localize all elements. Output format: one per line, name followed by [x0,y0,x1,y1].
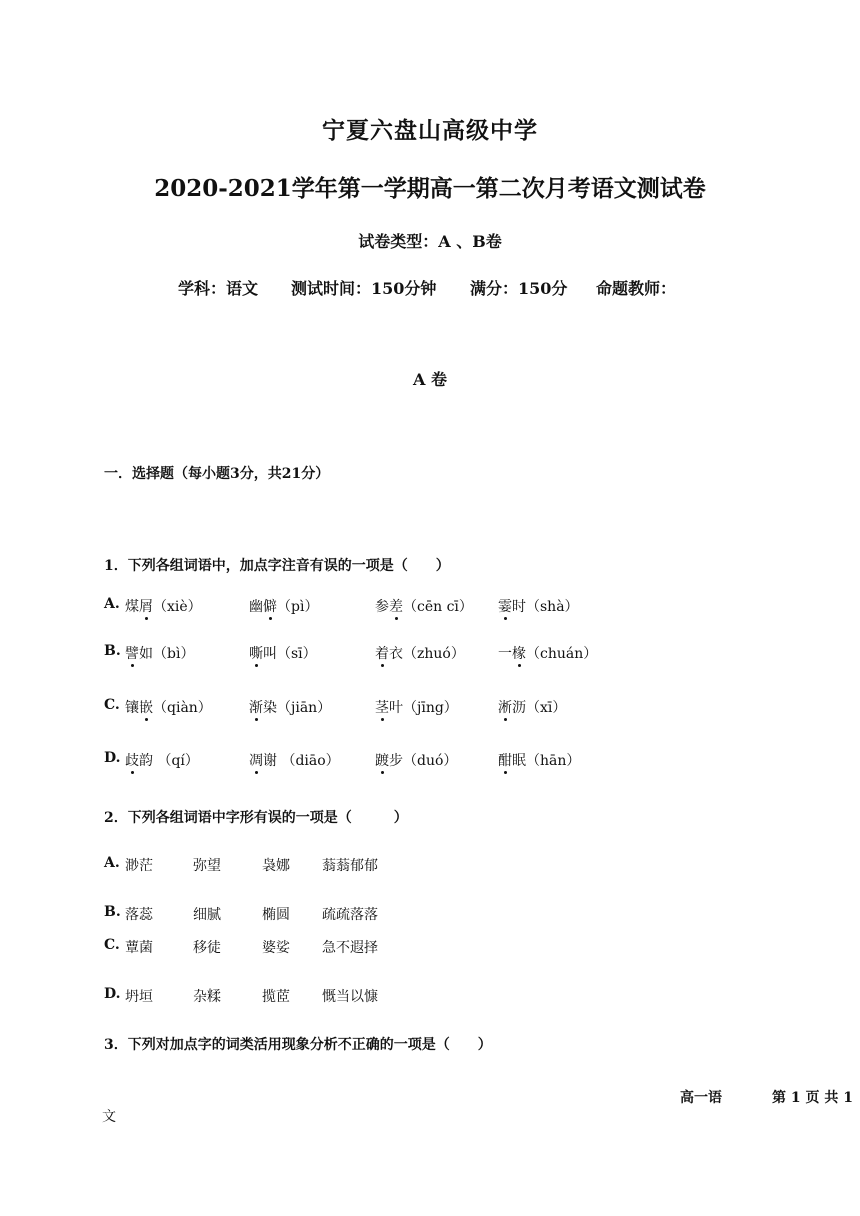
dotted-character: 茎 [375,697,389,717]
dotted-character: 差 [389,596,403,616]
option-word: 蕈菌 [125,940,153,956]
option-label: A. [104,855,120,871]
option-word: 椭圆 [262,907,290,923]
dotted-character: 嵌 [139,697,153,717]
option-label: B. [104,643,121,659]
question-1-option-b [0,643,860,667]
option-word: 蓊蓊郁郁 [322,858,378,874]
dotted-character: 椽 [512,643,526,663]
question-2-option-d [0,986,860,1010]
option-word: 弥望 [193,858,221,874]
option-word: 茎叶（jīng） [375,697,458,717]
dotted-character: 譬 [125,643,139,663]
exam-title: 2020-2021学年第一学期高一第二次月考语文测试卷 [154,175,706,202]
option-word: 渺茫 [125,858,153,874]
question-3-stem: 3．下列对加点字的词类活用现象分析不正确的一项是（ ） [104,1037,492,1053]
dotted-character: 踱 [375,750,389,770]
option-word: 移徒 [193,940,221,956]
dotted-character: 着 [375,643,389,663]
option-word: 急不遐择 [322,940,378,956]
option-word: 坍垣 [125,989,153,1005]
option-label: B. [104,904,121,920]
dotted-character: 渐 [249,697,263,717]
dotted-character: 凋 [249,750,263,770]
full-score-label: 满分：150分 [470,279,568,298]
footer-page-number: 第 1 页 共 1 [772,1090,853,1106]
question-1-stem: 1．下列各组词语中，加点字注音有误的一项是（ ） [104,558,450,574]
option-word: 着衣（zhuó） [375,643,465,663]
option-word: 镶嵌（qiàn） [125,697,212,717]
test-time-label: 测试时间：150分钟 [291,279,437,298]
school-name: 宁夏六盘山高级中学 [322,117,538,144]
question-2-stem: 2．下列各组词语中字形有误的一项是（ ） [104,810,408,826]
option-word: 霎时（shà） [498,596,579,616]
dotted-character: 僻 [263,596,277,616]
dotted-character: 霎 [498,596,512,616]
exam-meta-line [0,276,860,300]
option-word: 煤屑（xiè） [125,596,202,616]
teacher-label: 命题教师： [596,279,677,298]
question-1-option-d [0,750,860,774]
subject-label: 学科：语文 [178,279,259,298]
option-label: A. [104,596,120,612]
section-a-title: A 卷 [413,370,447,389]
option-word: 细腻 [193,907,221,923]
option-word: 慨当以慷 [322,989,378,1005]
option-word: 凋谢 （diāo） [249,750,340,770]
question-1-option-c [0,697,860,721]
question-2-option-a [0,855,860,879]
paper-type: 试卷类型：A 、B卷 [358,232,502,251]
option-word: 踱步（duó） [375,750,457,770]
option-word: 杂糅 [193,989,221,1005]
dotted-character: 屑 [139,596,153,616]
option-word: 落蕊 [125,907,153,923]
option-word: 一椽（chuán） [498,643,597,663]
option-label: D. [104,750,121,766]
option-word: 酣眠（hān） [498,750,580,770]
dotted-character: 嘶 [249,643,263,663]
option-label: C. [104,937,120,953]
option-word: 渐染（jiān） [249,697,331,717]
option-word: 婆娑 [262,940,290,956]
option-word: 袅娜 [262,858,290,874]
dotted-character: 酣 [498,750,512,770]
option-word: 嘶叫（sī） [249,643,317,663]
dotted-character: 淅 [498,697,512,717]
question-1-option-a [0,596,860,620]
part1-heading: 一．选择题（每小题3分，共21分） [104,466,330,482]
footer-subject-wrap: 文 [102,1109,116,1125]
option-word: 譬如（bì） [125,643,194,663]
option-word: 揽茝 [262,989,290,1005]
option-word: 疏疏落落 [322,907,378,923]
option-word: 幽僻（pì） [249,596,318,616]
option-word: 淅沥（xī） [498,697,566,717]
option-label: D. [104,986,121,1002]
option-label: C. [104,697,120,713]
dotted-character: 歧 [125,750,139,770]
question-2-option-c [0,937,860,961]
question-2-option-b [0,904,860,928]
option-word: 参差（cēn cī） [375,596,473,616]
option-word: 歧韵 （qí） [125,750,199,770]
footer-subject: 高一语 [680,1090,722,1106]
